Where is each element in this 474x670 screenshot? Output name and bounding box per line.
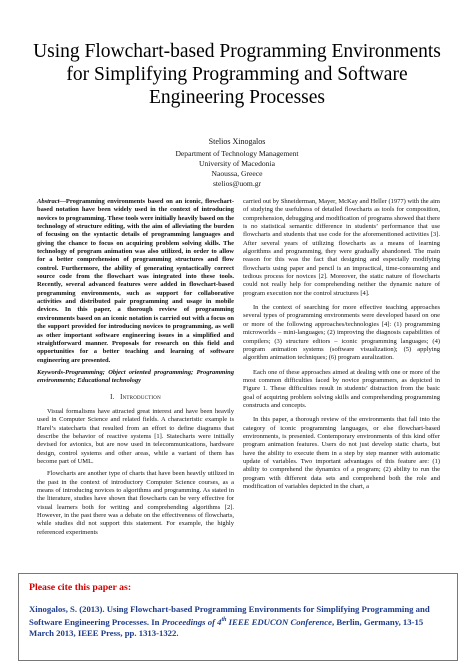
body-paragraph: Flowcharts are another type of charts that have been heavily utilized in the past in the context of introductory Computer Science courses, as a means of introducing novices to algorithms and programming. As stated in the literature, studies have shown that flowcharts can be very effective for visual learners both for writing and comprehending algorithms [2]. However, in the past there was a debate on the effectiveness of flowcharts, while studies did not support this statement. For example, the highly referenced experiments (37, 470, 234, 536)
body-paragraph: carried out by Shneiderman, Mayer, McKay and Heller (1977) with the aim of studying the usefulness of detailed flowcharts as tools for composition, comprehension, debugging and modification of programs showed that there is no statistical semantic difference in students’ performance that use flowcharts and students that use code for the aforementioned activities [3]. After several years of utilizing flowcharts as a means of learning algorithms and programming, they were gradually abandoned. The main reason for this was the fact that designing and especially modifying flowcharts using paper and pencil is an impractical, time-consuming and tedious process for novices [2]. Moreover, the static nature of flowcharts could not really help for comprehending neither the dynamic nature of program execution nor the control structures [4]. (243, 198, 440, 297)
citation-part-2: , Berlin, Germany, 13-15 March 2013, IEEE Press, pp. 1313-1322. (29, 616, 424, 638)
citation-text (29, 604, 449, 639)
citation-venue-a: Proceedings of 4 (161, 616, 222, 627)
author-city: Naoussa, Greece (211, 169, 263, 178)
author-name: Stelios Xinogalos (208, 137, 266, 146)
citation-venue (162, 617, 332, 627)
body-paragraph: In this paper, a thorough review of the environments that fall into the category of iconic programming languages, or else flowchart-based environments, is presented. Contemporary environments of this kind offer program animation features. Users do not just develop static charts, but have the ability to execute them in a step by step manner with automatic update of variables. Two important advantages of this feature are: (1) ability to comprehend the dynamics of a program; (2) ability to run the program with different data sets and comprehend both the role and modification of variables depicted in the chart, a (243, 416, 440, 490)
citation-part-1: Xinogalos, S. (2013). Using Flowchart-based Programming Environments for Simplifying Programming and Software Engineering Processes. In (29, 604, 430, 627)
citation-venue-sup: th (221, 617, 227, 623)
section-number: I. (110, 393, 115, 401)
title-line-2: for Simplifying Programming and Software (66, 64, 408, 85)
body-paragraph: Visual formalisms have attracted great interest and have been heavily used in Computer Science and related fields. A characteristic example is Harel’s statecharts that resulted from an effort to define diagrams that describe the behavior of reactive systems [1]. Statecharts were initially devised for avionics, but are now used in telecommunications, hardware design, control systems and other areas, while a variant of them has become part of UML. (37, 407, 234, 465)
section-heading (37, 394, 234, 402)
title-line-3: Engineering Processes (149, 87, 325, 108)
citation-box (18, 573, 458, 661)
right-column (243, 198, 440, 497)
section-title: Introduction (120, 393, 161, 401)
paper-title (20, 40, 454, 109)
left-column (37, 198, 234, 541)
keywords: Keywords-Programming; Object oriented programming; Programming environments; Educational technology (37, 368, 234, 385)
author-email: stelios@uom.gr (212, 179, 262, 188)
abstract-text: —Programming environments based on an iconic, flowchart-based notation have been widely used in the context of introducing novices to programming. These tools were initially heavily based on the technology of structure editing, with the aim of alleviating the burden of focusing on the syntactic details of programming languages and giving the chance to focus on acquiring problem solving skills. The technology of program animation was also utilized, in order to allow for a better comprehension of programming structures and flow control. Furthermore, the ability of generating syntactically correct source code from the flowchart was integrated into these tools. Recently, several advanced features were added in flowchart-based programming environments, such as support for collaborative activities and distributed pair programming and usage in mobile devices. In this paper, a thorough review of programming environments based on an iconic notation is carried out with a focus on the support provided for introducing novices to programming, as well as other important software engineering issues in a simplified and straightforward manner. Proposals for research on this field and opportunities for a better teaching and learning of software engineering are presented. (37, 198, 234, 364)
citation-venue-b: IEEE EDUCON Conference (226, 616, 332, 627)
author-department: Department of Technology Management (175, 149, 299, 158)
abstract (37, 198, 234, 365)
author-university: University of Macedonia (199, 159, 275, 168)
title-line-1: Using Flowchart-based Programming Environments (33, 41, 441, 62)
body-paragraph: Each one of these approaches aimed at dealing with one or more of the most common difficulties faced by novice programmers, as depicted in Figure 1. These difficulties result in students’ distraction from the basic goal of acquiring problem solving skills and comprehending programming constructs and concepts. (243, 368, 440, 409)
author-block (120, 137, 354, 189)
abstract-lead: Abstract (37, 198, 60, 205)
body-paragraph: In the context of searching for more effective teaching approaches several types of programming environments were developed based on one or more of the following approaches/technologies [4]: (1) programming microworlds – mini-languages; (2) improving the diagnosis capabilities of compilers; (3) structure editors – iconic programming languages; (4) program animation systems (software visualization); (5) applying algorithm animation techniques; (6) program auralization. (243, 304, 440, 362)
citation-header: Please cite this paper as: (29, 582, 132, 593)
